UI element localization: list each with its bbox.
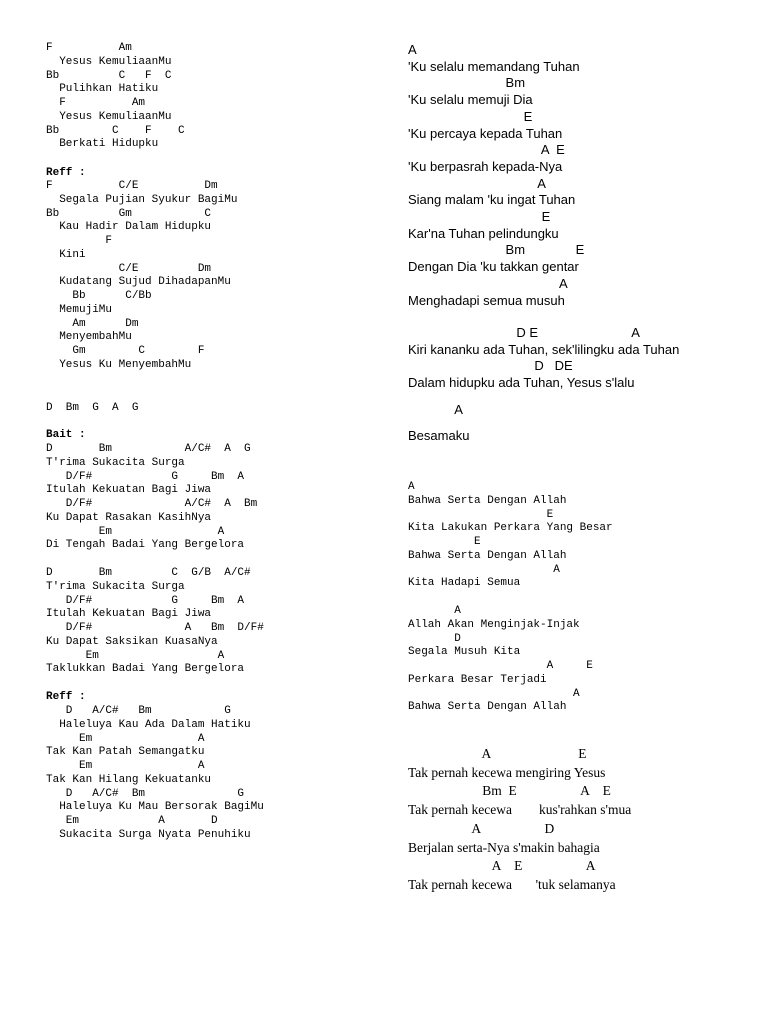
song-a-line: Bm E xyxy=(408,242,585,258)
song-b-line: Kita Hadapi Semua xyxy=(408,577,521,590)
reff2-line: Haleluya Ku Mau Bersorak BagiMu xyxy=(46,801,264,814)
reff2-line: Em A xyxy=(46,732,205,745)
song-a-reff-line: D DE xyxy=(408,358,573,374)
reff1-line: F xyxy=(46,235,113,247)
bait-part2-line: Em A xyxy=(46,649,225,662)
song-a-end-chord: A xyxy=(408,402,463,417)
song-c-line: A D xyxy=(408,820,555,836)
song-a-line: Bm xyxy=(408,75,526,91)
song-b-line: Bahwa Serta Dengan Allah xyxy=(408,549,567,562)
reff1-line: Segala Pujian Syukur BagiMu xyxy=(46,193,238,206)
song-c-line: Tak pernah kecewa 'tuk selamanya xyxy=(408,876,616,892)
song-a-line: A E xyxy=(408,142,565,158)
verse-end-line: Bb C F C xyxy=(46,124,185,137)
reff2-line: Sukacita Surga Nyata Penuhiku xyxy=(46,828,251,841)
song-a-line: Siang malam 'ku ingat Tuhan xyxy=(408,192,576,208)
reff2-line: Tak Kan Patah Semangatku xyxy=(46,746,205,759)
bait-part1-line: Di Tengah Badai Yang Bergelora xyxy=(46,539,245,552)
song-b2-line: A xyxy=(408,605,461,617)
reff2-line: Em A xyxy=(46,760,205,772)
reff1-line: MenyembahMu xyxy=(46,331,132,344)
reff1-line: Kau Hadir Dalam Hidupku xyxy=(46,221,212,234)
song-a-line: E xyxy=(408,209,551,224)
bait-part2-line: Itulah Kekuatan Bagi Jiwa xyxy=(46,608,212,621)
bait-part1-line: D Bm A/C# A G xyxy=(46,443,251,455)
verse-end-line: Pulihkan Hatiku xyxy=(46,83,159,96)
song-c-line: A E A xyxy=(408,858,596,874)
song-b2-line: A xyxy=(408,687,580,700)
verse-end-line: Berkati Hidupku xyxy=(46,138,159,151)
reff1-line: C/E Dm xyxy=(46,262,212,275)
reff1-line: MemujiMu xyxy=(46,303,113,316)
verse-end-line: Bb C F C xyxy=(46,69,172,82)
reff2-line: Em A D xyxy=(46,815,218,827)
bait-part1-line: D/F# G Bm A xyxy=(46,470,245,483)
song-c-line: Tak pernah kecewa mengiring Yesus xyxy=(408,764,606,780)
verse-end-line: F Am xyxy=(46,42,132,54)
song-c-line: Bm E A E xyxy=(408,783,611,799)
song-c-line: Tak pernah kecewa kus'rahkan s'mua xyxy=(408,802,632,818)
reff-heading: Reff : xyxy=(46,167,86,179)
reff1-line: Gm C F xyxy=(46,345,205,357)
song-a-end: Besamaku xyxy=(408,428,470,443)
song-b2-line: A E xyxy=(408,660,593,672)
bait-part1-line: D/F# A/C# A Bm xyxy=(46,498,258,510)
reff1-line: Kudatang Sujud DihadapanMu xyxy=(46,276,231,289)
song-a-line: Menghadapi semua musuh xyxy=(408,292,565,308)
bait-part1-line: Itulah Kekuatan Bagi Jiwa xyxy=(46,484,212,497)
song-b-line: A xyxy=(408,563,560,576)
song-a-line: 'Ku berpasrah kepada-Nya xyxy=(408,158,563,174)
bait-part2-line: D Bm C G/B A/C# xyxy=(46,567,251,579)
song-a-line: A xyxy=(408,275,568,291)
reff2-line: D A/C# Bm G xyxy=(46,787,245,800)
song-a-line: 'Ku selalu memandang Tuhan xyxy=(408,58,580,74)
bait-part1-line: T'rima Sukacita Surga xyxy=(46,456,185,469)
song-b2-line: Perkara Besar Terjadi xyxy=(408,673,547,686)
bait-part2-line: Ku Dapat Saksikan KuasaNya xyxy=(46,635,218,648)
song-b-line: Kita Lakukan Perkara Yang Besar xyxy=(408,522,613,535)
bait-part1-line: Em A xyxy=(46,525,225,538)
reff1-line: Yesus Ku MenyembahMu xyxy=(46,358,192,371)
song-b2-line: Segala Musuh Kita xyxy=(408,646,521,659)
song-a-line: A xyxy=(408,175,546,191)
verse-end-line: Yesus KemuliaanMu xyxy=(46,110,172,123)
song-a-reff-line: Kiri kananku ada Tuhan, sek'lilingku ada Tuhan xyxy=(408,341,680,357)
song-b2-line: Bahwa Serta Dengan Allah xyxy=(408,701,567,714)
bait-part2-line: T'rima Sukacita Surga xyxy=(46,580,185,593)
reff2-line: Haleluya Kau Ada Dalam Hatiku xyxy=(46,718,251,731)
song-b2-line: D xyxy=(408,632,461,645)
song-a-line: 'Ku percaya kepada Tuhan xyxy=(408,125,563,141)
bait-part1-line: Ku Dapat Rasakan KasihNya xyxy=(46,511,212,524)
song-b2-line: Allah Akan Menginjak-Injak xyxy=(408,618,580,631)
reff1-line: Am Dm xyxy=(46,317,139,330)
interlude-chords: D Bm G A G xyxy=(46,402,139,414)
reff1-line: Kini xyxy=(46,248,86,261)
song-a-line: 'Ku selalu memuji Dia xyxy=(408,92,533,108)
song-a-reff-line: Dalam hidupku ada Tuhan, Yesus s'lalu xyxy=(408,375,635,391)
song-b-line: A xyxy=(408,481,415,493)
song-a-line: A xyxy=(408,42,417,57)
song-b-line: E xyxy=(408,508,554,521)
reff1-line: Bb Gm C xyxy=(46,207,212,220)
song-a-reff-line: D E A xyxy=(408,325,640,340)
reff-heading: Reff : xyxy=(46,691,86,703)
reff1-line: F C/E Dm xyxy=(46,180,218,192)
song-b-line: E xyxy=(408,536,481,548)
song-a-line: Kar'na Tuhan pelindungku xyxy=(408,225,559,241)
song-a-line: Dengan Dia 'ku takkan gentar xyxy=(408,259,579,275)
verse-end-line: F Am xyxy=(46,97,146,109)
bait-part2-line: D/F# A Bm D/F# xyxy=(46,622,264,634)
reff2-line: Tak Kan Hilang Kekuatanku xyxy=(46,773,212,786)
song-c-line: Berjalan serta-Nya s'makin bahagia xyxy=(408,839,600,855)
reff2-line: D A/C# Bm G xyxy=(46,705,231,717)
reff1-line: Bb C/Bb xyxy=(46,290,152,302)
bait-part2-line: D/F# G Bm A xyxy=(46,594,245,607)
song-c-line: A E xyxy=(408,746,587,761)
song-b-line: Bahwa Serta Dengan Allah xyxy=(408,494,567,507)
bait-part2-line: Taklukkan Badai Yang Bergelora xyxy=(46,663,245,676)
bait-heading: Bait : xyxy=(46,429,86,441)
verse-end-line: Yesus KemuliaanMu xyxy=(46,55,172,68)
song-a-line: E xyxy=(408,108,533,124)
